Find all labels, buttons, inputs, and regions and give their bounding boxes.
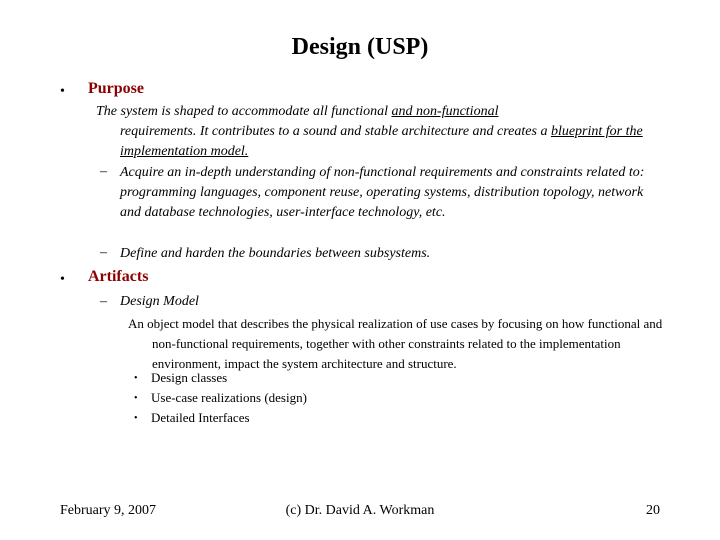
footer-date: February 9, 2007	[60, 503, 157, 518]
blueprint-link-text: blueprint for the implementation model.	[120, 124, 643, 159]
design-model-description: An object model that describes the physical realization of use cases by focusing on how functional and non-functional requirements, together with other constraints related to the implementation environment, impact the system architecture and structure.	[128, 316, 663, 371]
use-case-realizations-item: Use-case realizations (design)	[151, 390, 307, 405]
sub-bullet-2: •	[134, 393, 138, 404]
purpose-heading: Purpose	[88, 80, 144, 97]
purpose-point-2: Define and harden the boundaries between subsystems.	[120, 246, 431, 261]
detailed-interfaces-item: Detailed Interfaces	[151, 410, 250, 425]
purpose-bullet: •	[60, 84, 65, 99]
purpose-intro-text: The system is shaped to accommodate all functional	[96, 104, 392, 119]
non-functional-link-text: and non-functional	[391, 104, 499, 119]
footer-author: (c) Dr. David A. Workman	[285, 503, 435, 518]
design-classes-item: Design classes	[151, 370, 228, 385]
footer-page-number: 20	[646, 503, 660, 518]
artifacts-bullet: •	[60, 272, 65, 287]
sub-bullet-3: •	[134, 413, 138, 424]
sub-bullet-1: •	[134, 373, 138, 384]
purpose-dash-2: –	[100, 245, 107, 260]
purpose-intro-text-2: requirements. It contributes to a sound and stable architecture and creates a	[120, 124, 551, 139]
purpose-point-1: Acquire an in-depth understanding of non-functional requirements and constraints related to: programming languages, component reuse, operating systems, distribution topology, network and database technologies, user-interface technology, etc.	[120, 165, 645, 220]
design-model-dash: –	[100, 294, 107, 309]
artifacts-heading: Artifacts	[88, 268, 149, 285]
purpose-intro	[96, 102, 690, 162]
design-model-label: Design Model	[120, 294, 199, 309]
purpose-dash-1: –	[100, 164, 107, 179]
slide-title: Design (USP)	[291, 34, 429, 60]
